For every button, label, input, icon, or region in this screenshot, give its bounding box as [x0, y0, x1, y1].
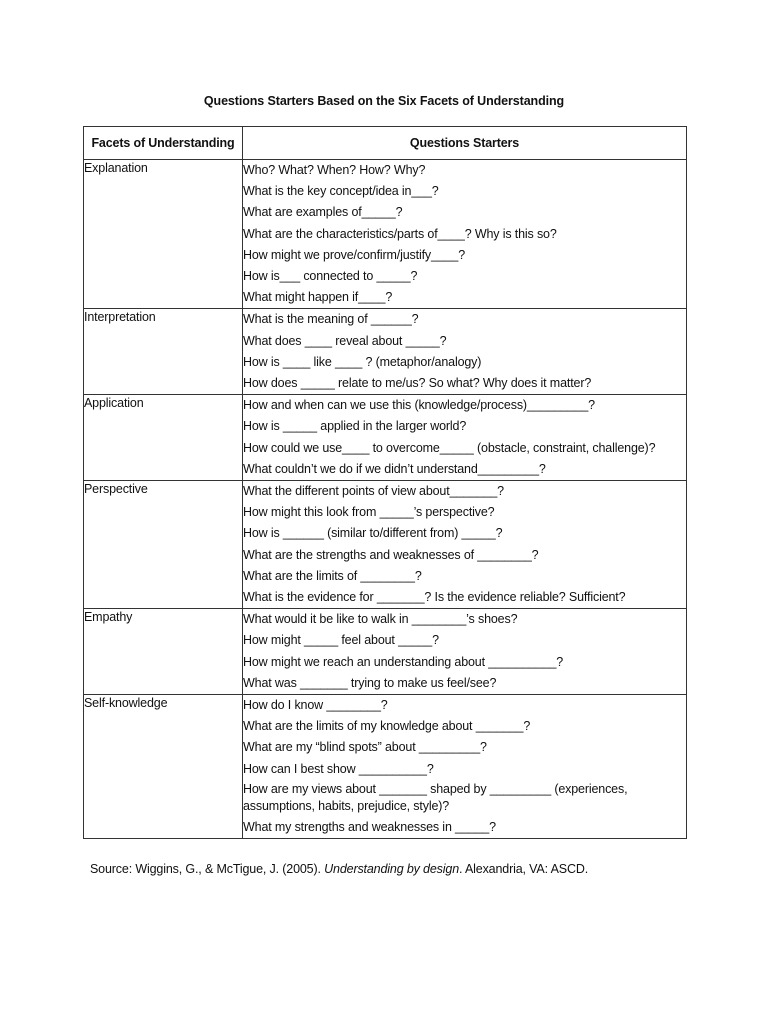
questions-cell	[243, 395, 687, 481]
question-starter: How does _____ relate to me/us? So what? Why does it matter?	[243, 376, 592, 391]
question-starter: How might we prove/confirm/justify____?	[243, 247, 466, 262]
column-header-facets: Facets of Understanding	[84, 127, 243, 160]
questions-cell	[243, 481, 687, 609]
source-citation	[90, 862, 588, 876]
table-row-explanation	[84, 160, 687, 309]
facet-label: Empathy	[84, 609, 243, 695]
table-row-interpretation	[84, 309, 687, 395]
question-starter: What are the characteristics/parts of____? Why is this so?	[243, 226, 557, 241]
question-starter: How is ____ like ____ ? (metaphor/analogy)	[243, 354, 482, 369]
question-starter: How is _____ applied in the larger world?	[243, 419, 467, 434]
question-starter: How can I best show __________?	[243, 761, 434, 776]
question-starter: What are the limits of ________?	[243, 568, 422, 583]
table-row-self-knowledge	[84, 695, 687, 839]
question-starter: What my strengths and weaknesses in _____?	[243, 819, 496, 834]
question-starter: How is ______ (similar to/different from) _____?	[243, 526, 503, 541]
question-starter: What is the meaning of ______?	[243, 312, 419, 327]
question-starter: How could we use____ to overcome_____ (obstacle, constraint, challenge)?	[243, 440, 656, 455]
question-starter: How might _____ feel about _____?	[243, 633, 439, 648]
facet-label: Self-knowledge	[84, 695, 243, 839]
question-starter: What is the key concept/idea in___?	[243, 184, 439, 199]
facet-label: Explanation	[84, 160, 243, 309]
source-prefix: Source: Wiggins, G., & McTigue, J. (2005).	[90, 862, 321, 876]
source-book-title: Understanding by design	[324, 862, 459, 876]
question-starter: What are my “blind spots” about _________?	[243, 740, 487, 755]
question-starter: What does ____ reveal about _____?	[243, 333, 447, 348]
facets-table	[83, 126, 687, 839]
question-starter: Who? What? When? How? Why?	[243, 163, 426, 177]
questions-cell	[243, 695, 687, 839]
question-starter: What is the evidence for _______? Is the evidence reliable? Sufficient?	[243, 590, 626, 605]
table-row-empathy	[84, 609, 687, 695]
question-starter: What might happen if____?	[243, 290, 393, 305]
column-header-questions: Questions Starters	[243, 127, 687, 160]
questions-cell	[243, 309, 687, 395]
question-starter: What would it be like to walk in ________’s shoes?	[243, 612, 518, 627]
question-starter: What couldn’t we do if we didn’t understand_________?	[243, 461, 546, 476]
table-row-perspective	[84, 481, 687, 609]
question-starter: How and when can we use this (knowledge/process)_________?	[243, 398, 595, 413]
facet-label: Perspective	[84, 481, 243, 609]
question-starter: What are the limits of my knowledge about _______?	[243, 719, 531, 734]
table-header-row	[84, 127, 687, 160]
question-starter: What was _______ trying to make us feel/see?	[243, 675, 497, 690]
question-starter: How is___ connected to _____?	[243, 269, 418, 284]
facet-label: Interpretation	[84, 309, 243, 395]
question-starter: How might this look from _____’s perspective?	[243, 505, 495, 520]
question-starter: What are examples of_____?	[243, 205, 403, 220]
source-suffix: . Alexandria, VA: ASCD.	[459, 862, 589, 876]
question-starter: How might we reach an understanding about __________?	[243, 654, 564, 669]
question-starter: How are my views about _______ shaped by _________ (experiences, assumptions, habits, prejudice, style)?	[243, 781, 628, 813]
page-title: Questions Starters Based on the Six Facets of Understanding	[203, 94, 565, 108]
table-row-application	[84, 395, 687, 481]
facet-label: Application	[84, 395, 243, 481]
question-starter: What the different points of view about_______?	[243, 484, 504, 499]
question-starter: How do I know ________?	[243, 698, 388, 713]
question-starter: What are the strengths and weaknesses of ________?	[243, 547, 539, 562]
questions-cell	[243, 609, 687, 695]
questions-cell	[243, 160, 687, 309]
